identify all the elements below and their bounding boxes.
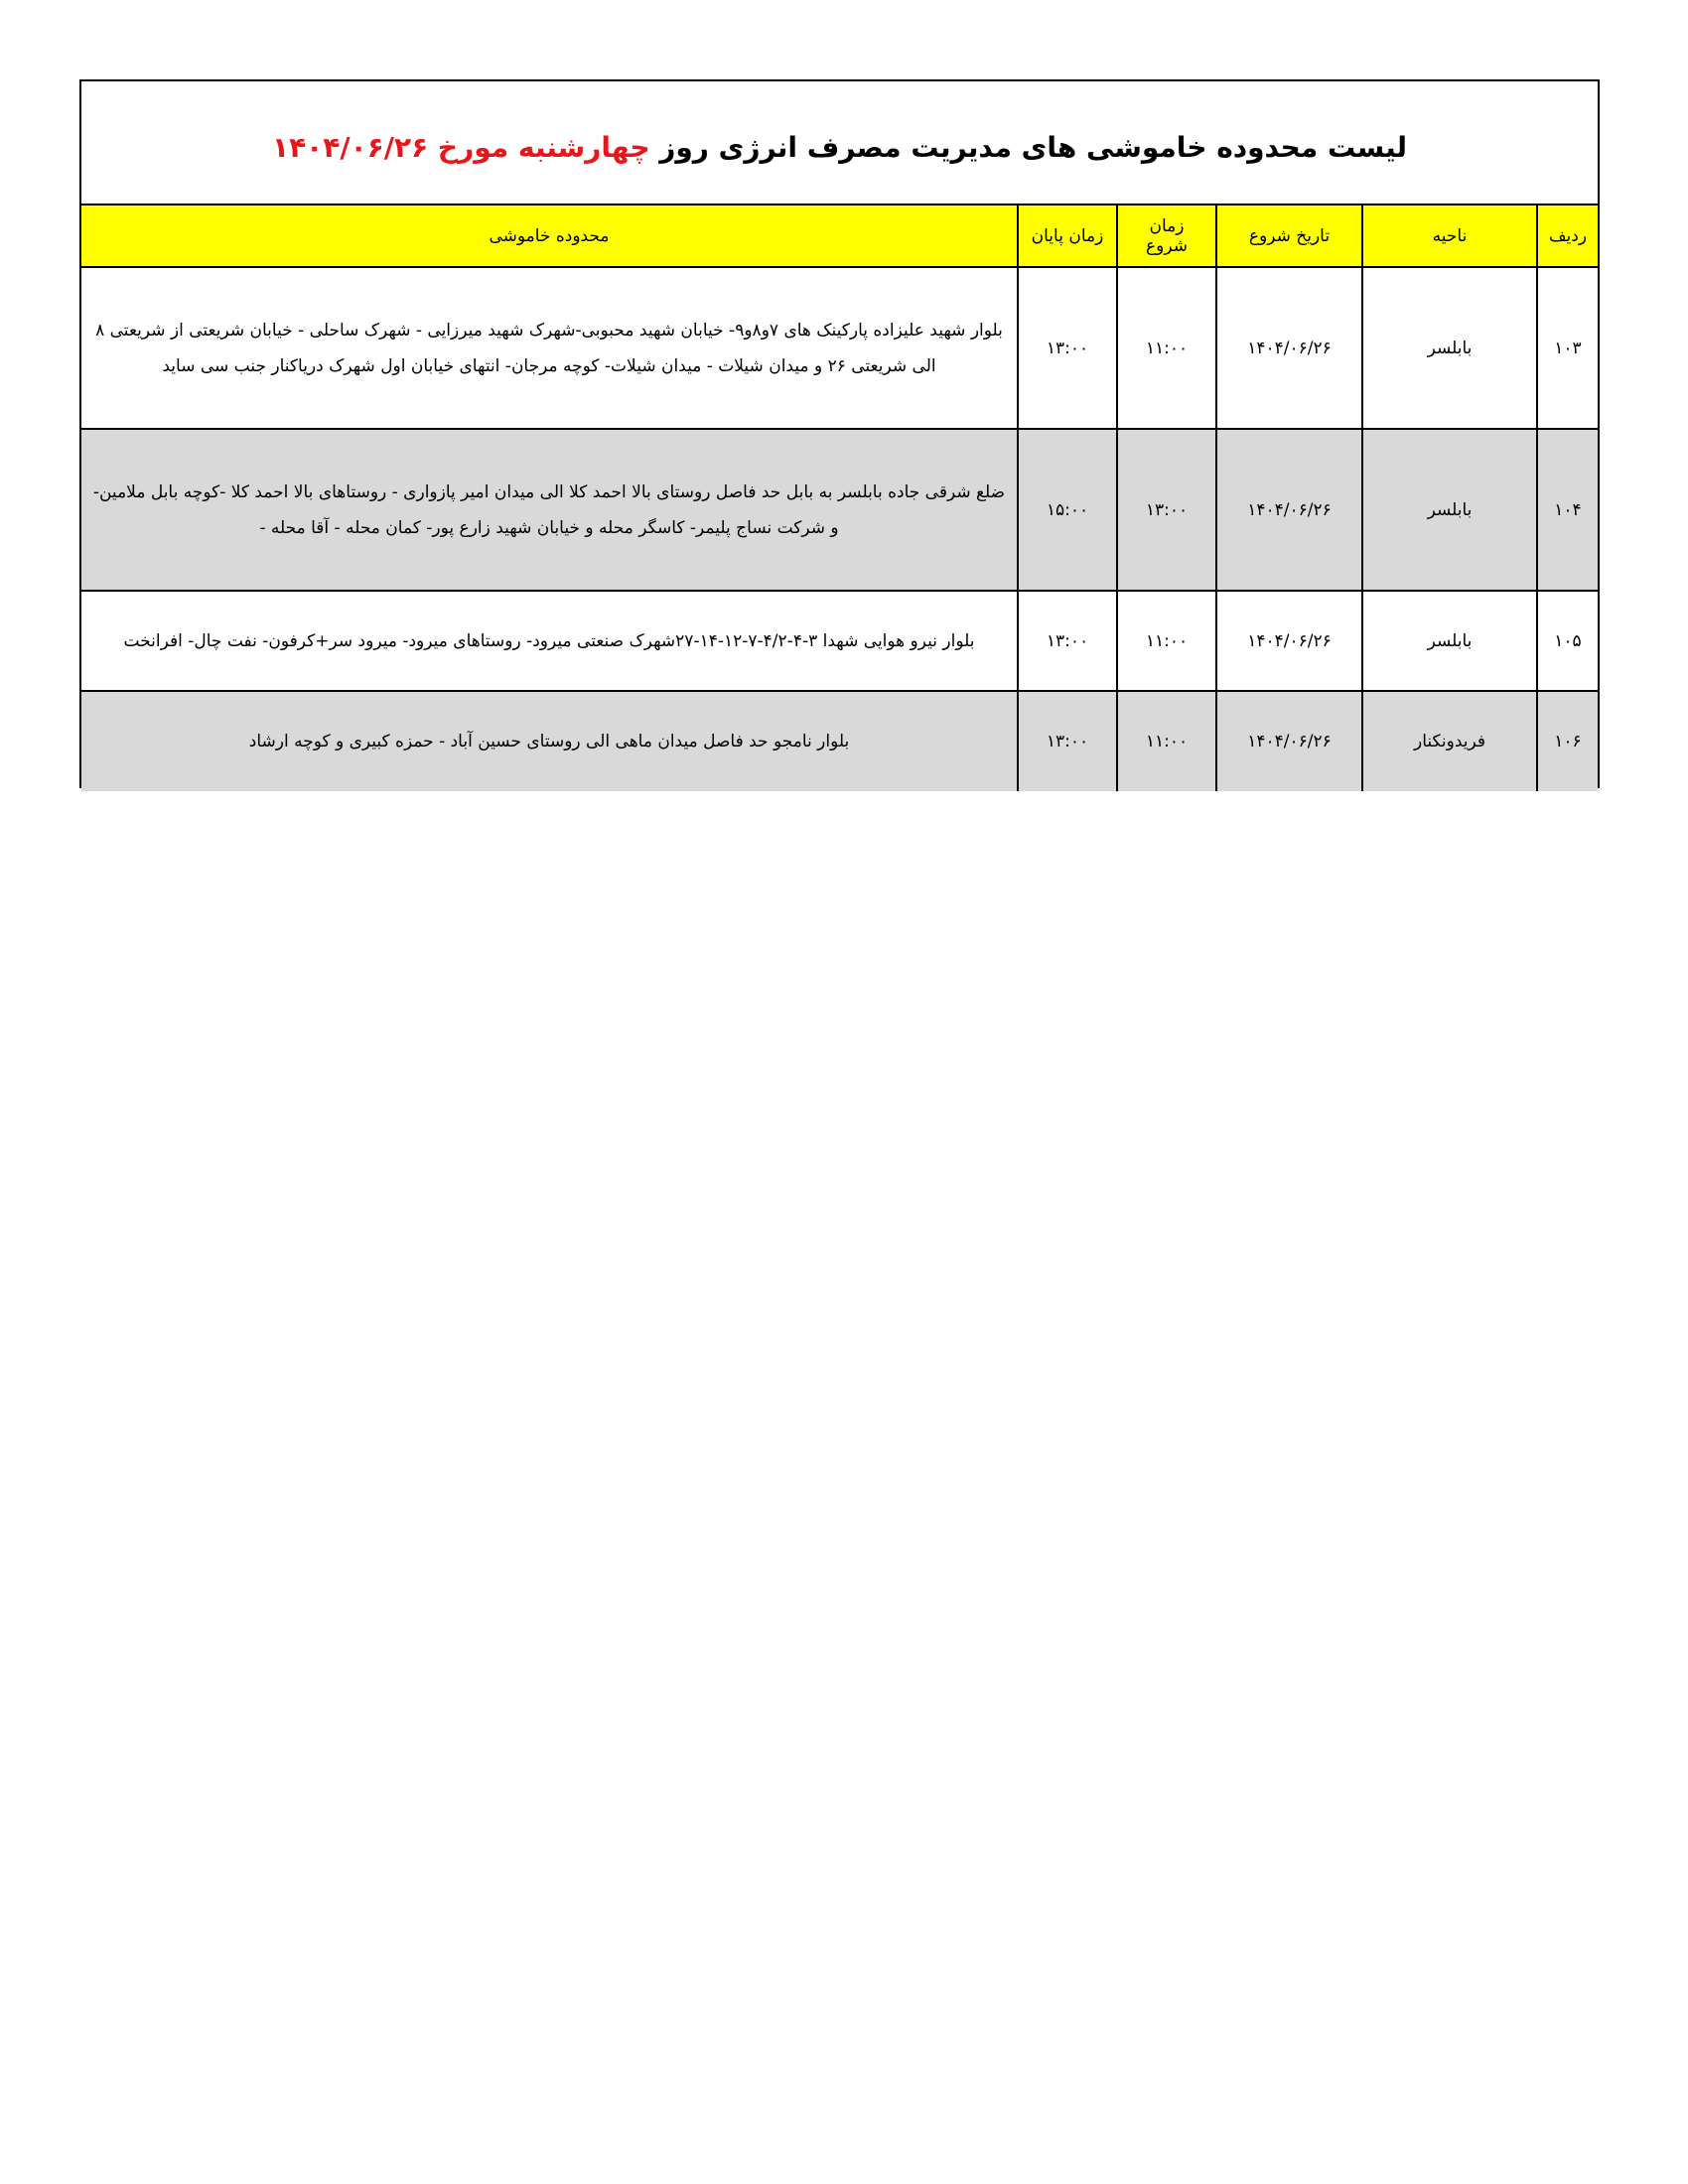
header-area: محدوده خاموشی [81, 205, 1018, 267]
cell-district: بابلسر [1362, 429, 1537, 591]
cell-end-time: ۱۳:۰۰ [1018, 591, 1117, 691]
cell-district: فریدونکنار [1362, 691, 1537, 791]
table-row [81, 591, 1598, 691]
table-row [81, 267, 1598, 429]
title-date-highlight: چهارشنبه مورخ ۱۴۰۴/۰۶/۲۶ [271, 131, 650, 164]
title-box [81, 81, 1598, 205]
cell-start-time: ۱۱:۰۰ [1117, 591, 1216, 691]
title-prefix: لیست محدوده خاموشی های مدیریت مصرف انرژی روز [659, 131, 1408, 164]
table-row [81, 691, 1598, 791]
header-row-no: ردیف [1537, 205, 1598, 267]
cell-area: بلوار شهید علیزاده پارکینک های ۷و۸و۹- خیابان شهید محبوبی-شهرک شهید میرزایی - شهرک ساحلی - خیابان شریعتی از شریعتی ۸ الی شریعتی ۲۶ و میدان شیلات - میدان شیلات- کوچه مرجان- انتهای خیابان اول شهرک دریاکنار جنب سی ساید [81, 267, 1018, 429]
header-end-time: زمان پایان [1018, 205, 1117, 267]
cell-start-date: ۱۴۰۴/۰۶/۲۶ [1216, 429, 1362, 591]
cell-start-time: ۱۳:۰۰ [1117, 429, 1216, 591]
cell-start-time: ۱۱:۰۰ [1117, 691, 1216, 791]
page-title [272, 131, 1407, 164]
header-district: ناحیه [1362, 205, 1537, 267]
cell-area: بلوار نیرو هوایی شهدا ۳-۴-۴/۲-۷-۱۲-۱۴-۲۷شهرک صنعتی میرود- روستاهای میرود- میرود سر+کرفون- نفت چال- افرانخت [81, 591, 1018, 691]
table-header-row [81, 205, 1598, 267]
cell-area: ضلع شرقی جاده بابلسر به بابل حد فاصل روستای بالا احمد کلا الی میدان امیر پازواری - روستاهای بالا احمد کلا -کوچه بابل ملامین-و شرکت نساج پلیمر- کاسگر محله و خیابان شهید زارع پور- کمان محله - آقا محله - [81, 429, 1018, 591]
blackout-table [81, 205, 1598, 791]
cell-start-date: ۱۴۰۴/۰۶/۲۶ [1216, 591, 1362, 691]
header-start-time: زمان شروع [1117, 205, 1216, 267]
cell-row-no: ۱۰۳ [1537, 267, 1598, 429]
blackout-schedule-sheet [79, 79, 1600, 788]
cell-start-date: ۱۴۰۴/۰۶/۲۶ [1216, 267, 1362, 429]
cell-start-time: ۱۱:۰۰ [1117, 267, 1216, 429]
cell-end-time: ۱۳:۰۰ [1018, 267, 1117, 429]
cell-row-no: ۱۰۵ [1537, 591, 1598, 691]
cell-end-time: ۱۳:۰۰ [1018, 691, 1117, 791]
cell-end-time: ۱۵:۰۰ [1018, 429, 1117, 591]
cell-district: بابلسر [1362, 591, 1537, 691]
cell-row-no: ۱۰۶ [1537, 691, 1598, 791]
cell-area: بلوار نامجو حد فاصل میدان ماهی الی روستای حسین آباد - حمزه کبیری و کوچه ارشاد [81, 691, 1018, 791]
header-start-date: تاریخ شروع [1216, 205, 1362, 267]
cell-district: بابلسر [1362, 267, 1537, 429]
cell-row-no: ۱۰۴ [1537, 429, 1598, 591]
cell-start-date: ۱۴۰۴/۰۶/۲۶ [1216, 691, 1362, 791]
table-row [81, 429, 1598, 591]
